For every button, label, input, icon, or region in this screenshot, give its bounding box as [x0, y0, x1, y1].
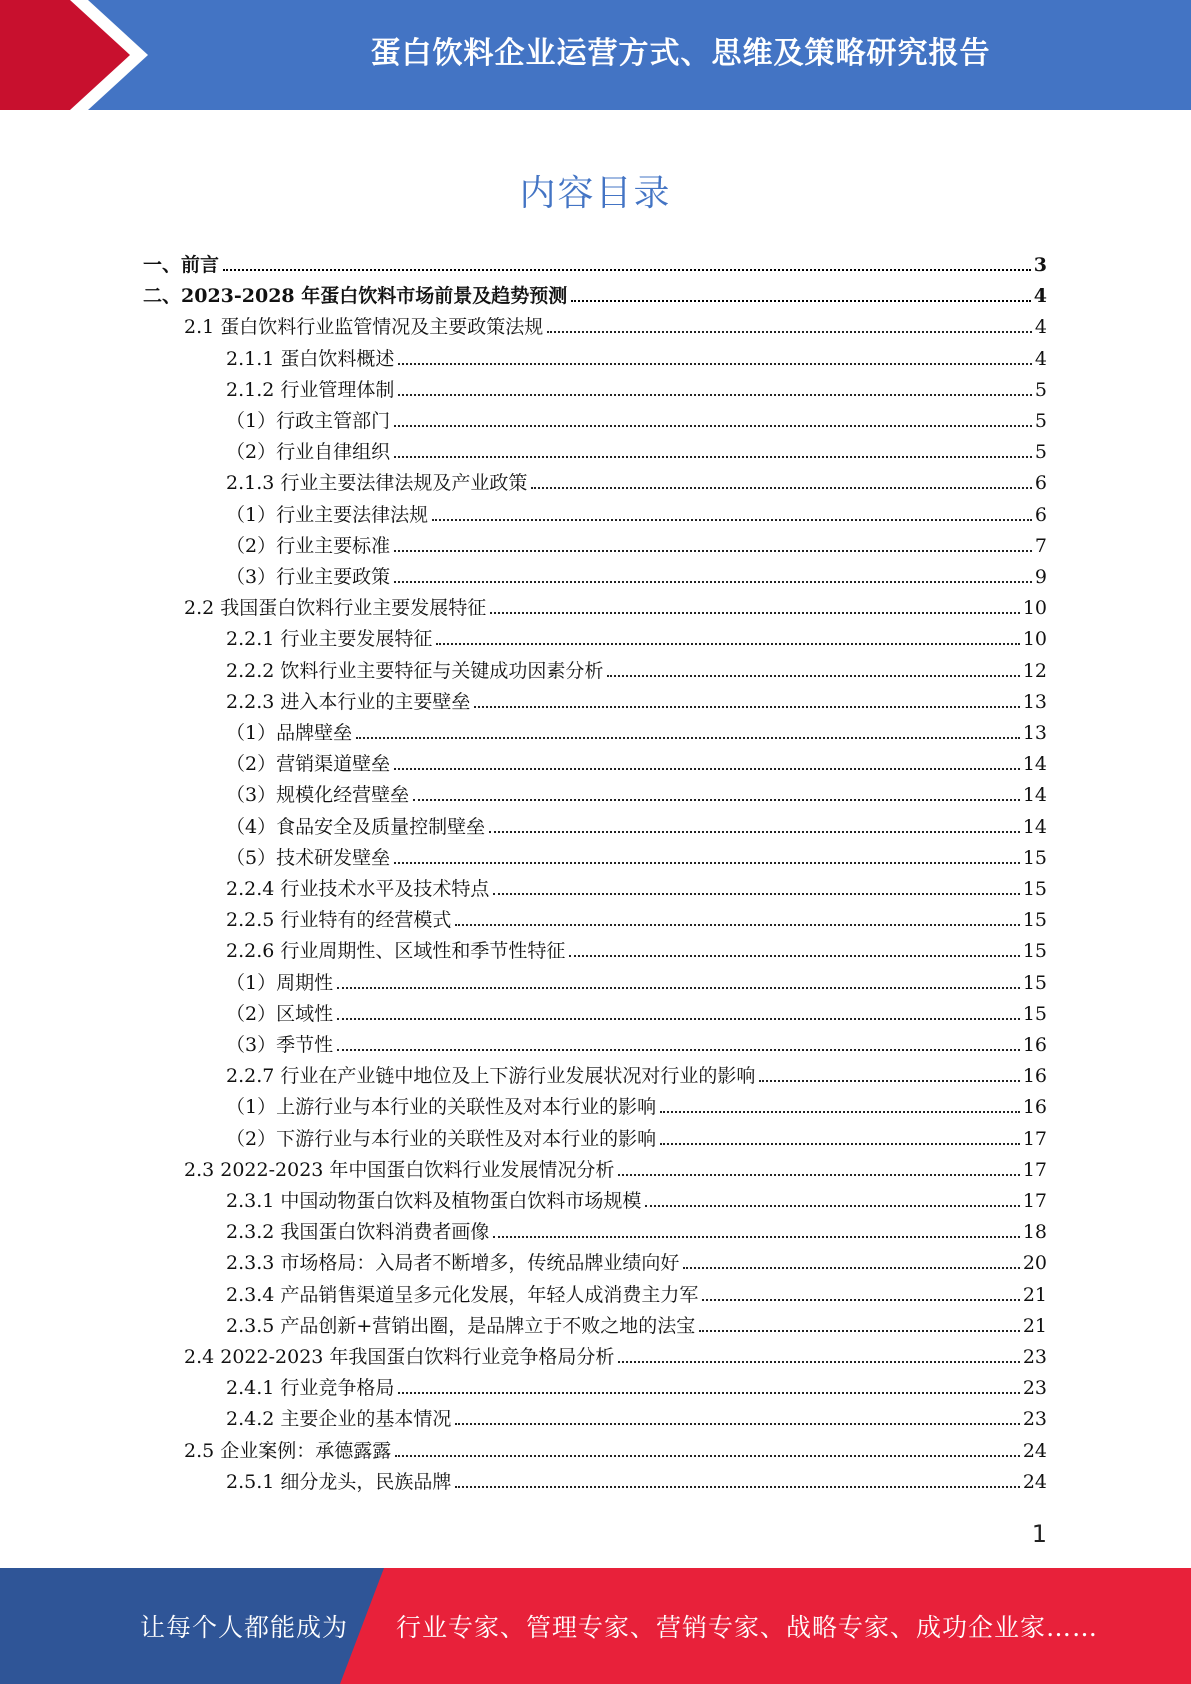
toc-entry[interactable]	[226, 1243, 1047, 1274]
toc-entry-page: 15	[1022, 846, 1047, 869]
toc-dot-leader	[356, 737, 1020, 739]
toc-entry-label: （2）行业主要标准	[226, 534, 391, 557]
toc-dot-leader	[432, 519, 1032, 521]
arrow-shape	[0, 0, 130, 110]
toc-dot-leader	[436, 643, 1019, 645]
toc-entry[interactable]	[226, 900, 1047, 931]
toc-entry[interactable]	[226, 1087, 1047, 1118]
toc-entry-label: 2.2.4 行业技术水平及技术特点	[226, 878, 490, 900]
toc-entry[interactable]	[226, 775, 1047, 806]
toc-entry-label: 2.1.1 蛋白饮料概述	[226, 347, 395, 370]
toc-entry[interactable]	[226, 838, 1047, 869]
toc-entry[interactable]	[226, 432, 1047, 463]
toc-entry-label: （3）季节性	[226, 1034, 334, 1056]
toc-entry-label: （1）行政主管部门	[226, 410, 391, 432]
toc-dot-leader	[395, 1455, 1020, 1457]
toc-entry-label: （2）区域性	[226, 1002, 334, 1025]
toc-entry-label: （5）技术研发壁垒	[226, 846, 391, 869]
toc-entry[interactable]	[226, 557, 1047, 588]
toc-entry-label: 2.2.3 进入本行业的主要壁垒	[226, 690, 471, 713]
toc-dot-leader	[702, 1299, 1019, 1301]
toc-entry-label: （3）行业主要政策	[226, 566, 391, 588]
toc-entry[interactable]	[226, 1025, 1047, 1056]
toc-dot-leader	[493, 1236, 1019, 1238]
toc-entry-page: 9	[1034, 566, 1047, 588]
toc-entry-page: 17	[1022, 1190, 1047, 1212]
toc-entry-page: 6	[1034, 503, 1047, 526]
toc-entry-page: 17	[1022, 1127, 1047, 1150]
toc-entry[interactable]	[226, 651, 1047, 682]
footer-band	[0, 1568, 1191, 1684]
toc-entry-label: 二、2023-2028 年蛋白饮料市场前景及趋势预测	[143, 285, 568, 308]
toc-entry-page: 13	[1022, 690, 1047, 713]
toc-entry[interactable]	[184, 1337, 1047, 1368]
toc-entry-page: 4	[1033, 285, 1047, 308]
toc-entry-label: 2.2.2 饮料行业主要特征与关键成功因素分析	[226, 659, 604, 682]
toc-entry-page: 21	[1022, 1314, 1047, 1337]
toc-dot-leader	[455, 924, 1019, 926]
page-number: 1	[1031, 1520, 1047, 1548]
toc-entry[interactable]	[226, 744, 1047, 775]
toc-entry-label: （3）规模化经营壁垒	[226, 784, 410, 807]
toc-entry[interactable]	[184, 588, 1047, 619]
toc-entry[interactable]	[226, 495, 1047, 526]
toc-entry[interactable]	[226, 1368, 1047, 1399]
toc-dot-leader	[223, 269, 1031, 271]
toc-dot-leader	[394, 581, 1032, 583]
toc-entry[interactable]	[184, 1431, 1047, 1462]
toc-dot-leader	[618, 1361, 1019, 1363]
toc-dot-leader	[547, 331, 1032, 333]
toc-entry[interactable]	[143, 276, 1047, 307]
toc-entry-page: 7	[1034, 534, 1047, 557]
toc-entry-label: 一、前言	[143, 254, 220, 276]
toc-entry-page: 16	[1022, 1034, 1047, 1056]
toc-entry-label: 2.2.6 行业周期性、区域性和季节性特征	[226, 940, 566, 963]
toc-entry[interactable]	[226, 994, 1047, 1025]
toc-dot-leader	[531, 487, 1032, 489]
toc-entry-page: 23	[1022, 1377, 1047, 1400]
toc-entry-page: 14	[1022, 815, 1047, 838]
toc-entry[interactable]	[226, 1181, 1047, 1212]
toc-entry-label: 2.2.7 行业在产业链中地位及上下游行业发展状况对行业的影响	[226, 1065, 756, 1088]
toc-entry[interactable]	[226, 401, 1047, 432]
toc-entry-label: （1）上游行业与本行业的关联性及对本行业的影响	[226, 1096, 657, 1119]
toc-entry-page: 4	[1034, 347, 1047, 370]
toc-entry-page: 13	[1022, 722, 1047, 744]
footer-slogan-left: 让每个人都能成为	[140, 1613, 349, 1642]
toc-entry[interactable]	[226, 1212, 1047, 1243]
toc-entry-page: 4	[1034, 316, 1047, 339]
toc-dot-leader	[394, 550, 1032, 552]
toc-dot-leader	[607, 675, 1019, 677]
toc-entry-label: （2）营销渠道壁垒	[226, 753, 391, 776]
toc-dot-leader	[489, 831, 1020, 833]
toc-entry[interactable]	[226, 1306, 1047, 1337]
header-band	[0, 0, 1191, 110]
report-title: 蛋白饮料企业运营方式、思维及策略研究报告	[370, 36, 991, 71]
toc-dot-leader	[413, 799, 1020, 801]
toc-entry[interactable]	[226, 682, 1047, 713]
toc-entry[interactable]	[226, 526, 1047, 557]
toc-entry-label: 2.3.2 我国蛋白饮料消费者画像	[226, 1221, 490, 1244]
toc-dot-leader	[493, 893, 1019, 895]
toc-dot-leader	[394, 456, 1032, 458]
toc-entry-page: 10	[1022, 628, 1047, 651]
toc-entry-page: 20	[1022, 1252, 1047, 1275]
toc-entry-page: 5	[1034, 441, 1047, 464]
toc-dot-leader	[569, 955, 1019, 957]
toc-dot-leader	[337, 1049, 1020, 1051]
toc-entry-page: 15	[1022, 909, 1047, 932]
toc-entry[interactable]	[226, 869, 1047, 900]
toc-entry-label: 2.5.1 细分龙头，民族品牌	[226, 1470, 452, 1493]
toc-entry-label: 2.4 2022-2023 年我国蛋白饮料行业竞争格局分析	[184, 1346, 615, 1368]
toc-entry-label: 2.1.2 行业管理体制	[226, 378, 395, 401]
toc-entry-page: 16	[1022, 1096, 1047, 1119]
toc-dot-leader	[394, 768, 1020, 770]
toc-entry-page: 23	[1022, 1346, 1047, 1368]
toc-entry-label: 2.2 我国蛋白饮料行业主要发展特征	[184, 597, 487, 620]
toc-title: 内容目录	[519, 173, 672, 214]
toc-entry-page: 17	[1022, 1158, 1047, 1181]
toc-entry-label: （4）食品安全及质量控制壁垒	[226, 815, 486, 838]
toc-entry[interactable]	[226, 1119, 1047, 1150]
toc-entry-label: 2.4.2 主要企业的基本情况	[226, 1408, 452, 1431]
toc-entry[interactable]	[226, 807, 1047, 838]
toc-entry[interactable]	[226, 963, 1047, 994]
toc-entry[interactable]	[226, 1462, 1047, 1493]
toc-entry-page: 14	[1022, 784, 1047, 807]
toc-dot-leader	[571, 300, 1031, 302]
toc-entry-label: 2.3.4 产品销售渠道呈多元化发展，年轻人成消费主力军	[226, 1283, 699, 1306]
toc-dot-leader	[455, 1486, 1019, 1488]
toc-dot-leader	[660, 1143, 1020, 1145]
toc-entry[interactable]	[184, 1150, 1047, 1181]
toc-entry-page: 14	[1022, 753, 1047, 776]
toc-entry[interactable]	[226, 1056, 1047, 1087]
toc-dot-leader	[699, 1330, 1020, 1332]
toc-entry-label: （2）行业自律组织	[226, 441, 391, 464]
toc-entry-page: 24	[1022, 1439, 1047, 1462]
toc-entry-page: 15	[1022, 1002, 1047, 1025]
toc-entry-label: 2.2.1 行业主要发展特征	[226, 628, 433, 651]
toc-dot-leader	[398, 394, 1032, 396]
toc-dot-leader	[455, 1423, 1019, 1425]
toc-dot-leader	[618, 1174, 1019, 1176]
toc-entry[interactable]	[226, 339, 1047, 370]
toc-entry-label: 2.3.1 中国动物蛋白饮料及植物蛋白饮料市场规模	[226, 1190, 642, 1212]
toc-entry-page: 5	[1034, 378, 1047, 401]
toc-entry[interactable]	[226, 1399, 1047, 1430]
toc-dot-leader	[660, 1111, 1020, 1113]
toc-dot-leader	[398, 363, 1032, 365]
toc-dot-leader	[645, 1205, 1019, 1207]
toc-entry-label: 2.3.5 产品创新+营销出圈，是品牌立于不败之地的法宝	[226, 1314, 696, 1337]
toc-dot-leader	[759, 1080, 1019, 1082]
toc-dot-leader	[683, 1267, 1019, 1269]
toc-entry[interactable]	[226, 1275, 1047, 1306]
toc-entry-label: 2.3.3 市场格局：入局者不断增多，传统品牌业绩向好	[226, 1252, 680, 1275]
toc-entry-page: 12	[1022, 659, 1047, 682]
toc-entry-page: 21	[1022, 1283, 1047, 1306]
toc-entry[interactable]	[226, 463, 1047, 494]
toc-entry[interactable]	[184, 307, 1047, 338]
toc-dot-leader	[490, 612, 1020, 614]
toc-dot-leader	[337, 987, 1020, 989]
toc-entry-page: 5	[1034, 410, 1047, 432]
toc-entry-page: 6	[1034, 472, 1047, 495]
toc-entry-label: （2）下游行业与本行业的关联性及对本行业的影响	[226, 1127, 657, 1150]
toc-entry-page: 15	[1022, 971, 1047, 994]
toc-entry-page: 23	[1022, 1408, 1047, 1431]
header-arrow-decoration	[0, 0, 160, 110]
toc-entry[interactable]	[143, 245, 1047, 276]
toc-entry-page: 10	[1022, 597, 1047, 620]
toc-dot-leader	[394, 862, 1020, 864]
toc-entry-page: 16	[1022, 1065, 1047, 1088]
toc-entry-label: 2.1.3 行业主要法律法规及产业政策	[226, 472, 528, 495]
toc-entry-label: 2.5 企业案例：承德露露	[184, 1439, 392, 1462]
toc-dot-leader	[398, 1392, 1019, 1394]
toc-entry-page: 18	[1022, 1221, 1047, 1244]
footer-slogan-right: 行业专家、管理专家、营销专家、战略专家、成功企业家……	[396, 1613, 1099, 1642]
toc-dot-leader	[337, 1018, 1020, 1020]
toc-entry-label: （1）周期性	[226, 971, 334, 994]
toc-entry-page: 24	[1022, 1470, 1047, 1493]
toc-entry[interactable]	[226, 713, 1047, 744]
toc-entry-label: 2.1 蛋白饮料行业监管情况及主要政策法规	[184, 316, 544, 339]
toc-entry-label: （1）行业主要法律法规	[226, 503, 429, 526]
toc-entry-label: 2.2.5 行业特有的经营模式	[226, 909, 452, 932]
toc-entry-page: 3	[1033, 254, 1047, 276]
toc-entry[interactable]	[226, 931, 1047, 962]
toc-dot-leader	[474, 706, 1019, 708]
toc-entry[interactable]	[226, 619, 1047, 650]
toc-entry-label: 2.3 2022-2023 年中国蛋白饮料行业发展情况分析	[184, 1158, 615, 1181]
toc-entry[interactable]	[226, 370, 1047, 401]
toc-entry-label: （1）品牌壁垒	[226, 722, 353, 744]
toc-dot-leader	[394, 425, 1032, 427]
toc-entry-label: 2.4.1 行业竞争格局	[226, 1377, 395, 1400]
toc-entry-page: 15	[1022, 878, 1047, 900]
toc-entry-page: 15	[1022, 940, 1047, 963]
